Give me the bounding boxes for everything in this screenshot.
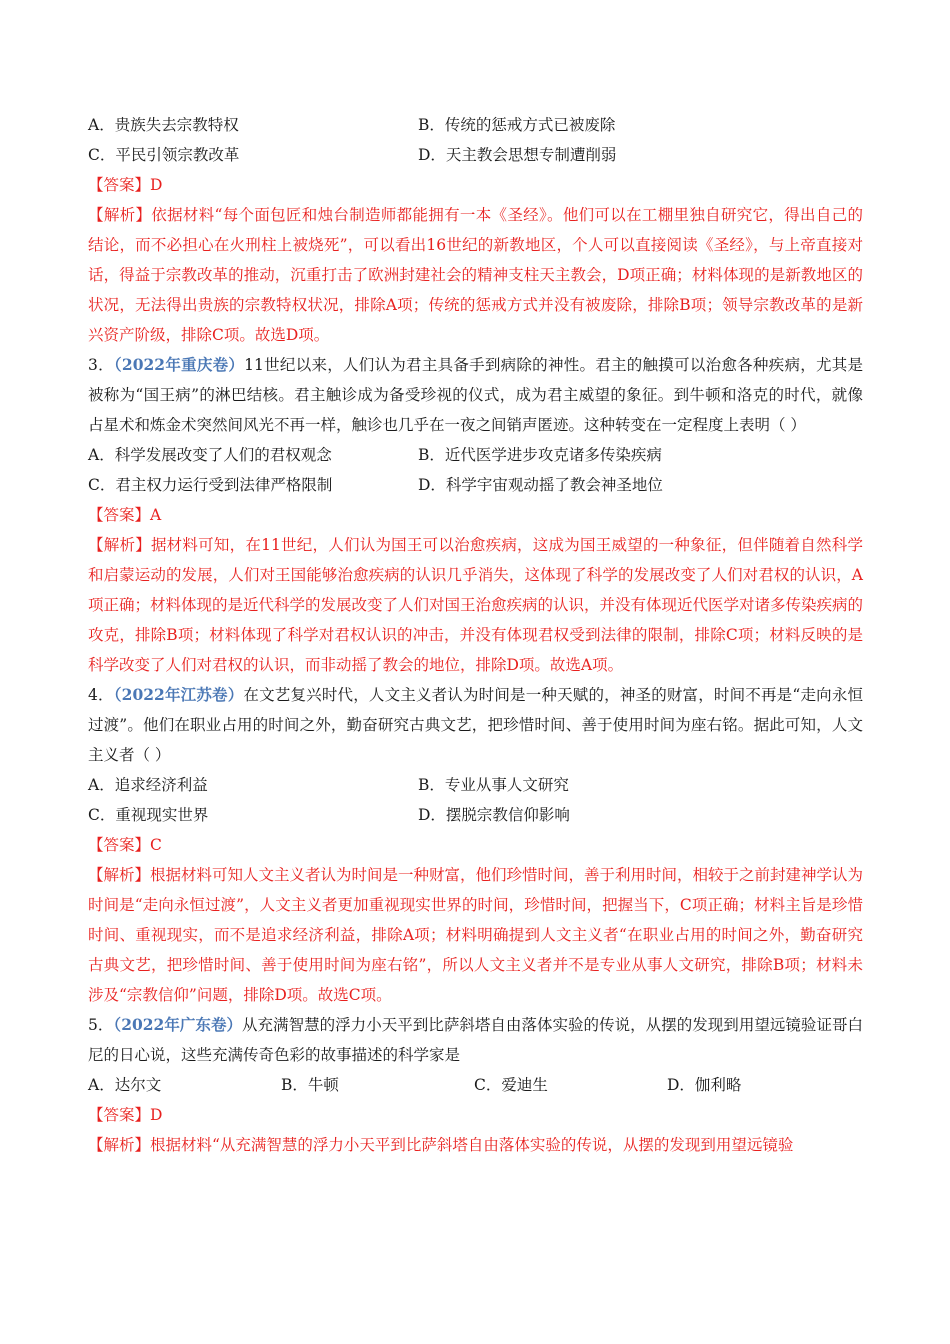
q5-option-d: D．伽利略: [667, 1076, 742, 1094]
q3-stem-block: [88, 350, 863, 440]
q3-option-b: B．近代医学进步攻克诸多传染疾病: [418, 446, 662, 464]
q5-answer: 【答案】D: [88, 1106, 163, 1124]
q5-source: （2022年广东卷）: [113, 1015, 242, 1034]
q2-answer: 【答案】D: [88, 176, 163, 194]
q4-source: （2022年江苏卷）: [113, 685, 244, 704]
page-content: [88, 110, 863, 1160]
q2-option-c: C．平民引领宗教改革: [88, 146, 240, 164]
q4-analysis: 【解析】根据材料可知人文主义者认为时间是一种财富，他们珍惜时间，善于利用时间，相较于之前封建神学认为时间是“走向永恒过渡”，人文主义者更加重视现实世界的时间，珍惜时间，把握当下，C项正确；材料主旨是珍惜时间、重视现实，而不是追求经济利益，排除A项；材料明确提到人文主义者“在职业占用的时间之外，勤奋研究古典文艺，把珍惜时间、善于使用时间为座右铭”，所以人文主义者并不是专业从事人文研究，排除B项；材料未涉及“宗教信仰”问题，排除D项。故选C项。: [88, 866, 864, 1004]
q3-option-c: C．君主权力运行受到法律严格限制: [88, 476, 333, 494]
q4-stem: 在文艺复兴时代，人文主义者认为时间是一种天赋的，神圣的财富，时间不再是“走向永恒过渡”。他们在职业占用的时间之外，勤奋研究古典文艺，把珍惜时间、善于使用时间为座右铭。据此可知，人文主义者（ ）: [88, 686, 863, 764]
q5-option-a: A．达尔文: [88, 1076, 162, 1094]
q5-options-row: [88, 1070, 863, 1100]
q4-options-row-1: [88, 770, 863, 800]
q3-answer: 【答案】A: [88, 506, 162, 524]
q4-stem-block: [88, 680, 863, 770]
q3-number: 3．: [88, 356, 114, 374]
q4-option-d: D．摆脱宗教信仰影响: [418, 806, 570, 824]
q4-option-b: B．专业从事人文研究: [418, 776, 569, 794]
q3-options-row-2: [88, 470, 863, 500]
q4-answer: 【答案】C: [88, 836, 162, 854]
q4-options-row-2: [88, 800, 863, 830]
q2-analysis: 【解析】依据材料“每个面包匠和烛台制造师都能拥有一本《圣经》。他们可以在工棚里独自研究它，得出自己的结论，而不必担心在火刑柱上被烧死”，可以看出16世纪的新教地区，个人可以直接阅读《圣经》，与上帝直接对话，得益于宗教改革的推动，沉重打击了欧洲封建社会的精神支柱天主教会，D项正确；材料体现的是新教地区的状况，无法得出贵族的宗教特权状况，排除A项；传统的惩戒方式并没有被废除，排除B项；领导宗教改革的是新兴资产阶级，排除C项。故选D项。: [88, 206, 863, 344]
q2-option-a: A．贵族失去宗教特权: [88, 116, 239, 134]
q4-option-a: A．追求经济利益: [88, 776, 208, 794]
q5-option-c: C．爱迪生: [474, 1076, 548, 1094]
q3-option-a: A．科学发展改变了人们的君权观念: [88, 446, 332, 464]
q3-option-d: D．科学宇宙观动摇了教会神圣地位: [418, 476, 663, 494]
q2-option-d: D．天主教会思想专制遭削弱: [418, 146, 617, 164]
q3-stem: 11世纪以来，人们认为君主具备手到病除的神性。君主的触摸可以治愈各种疾病，尤其是被称为“国王病”的淋巴结核。君主触诊成为备受珍视的仪式，成为君主威望的象征。到牛顿和洛克的时代，就像占星术和炼金术突然间风光不再一样，触诊也几乎在一夜之间销声匿迹。这种转变在一定程度上表明（ ）: [88, 356, 864, 434]
q3-options-row-1: [88, 440, 863, 470]
q4-option-c: C．重视现实世界: [88, 806, 209, 824]
q5-stem: 从充满智慧的浮力小天平到比萨斜塔自由落体实验的传说，从摆的发现到用望远镜验证哥白尼的日心说，这些充满传奇色彩的故事描述的科学家是: [88, 1016, 863, 1064]
q2-option-b: B．传统的惩戒方式已被废除: [418, 116, 616, 134]
q2-options-row-2: [88, 140, 863, 170]
q3-source: （2022年重庆卷）: [113, 355, 245, 374]
q2-options-row-1: [88, 110, 863, 140]
q5-number: 5．: [88, 1016, 114, 1034]
q5-analysis: 【解析】根据材料“从充满智慧的浮力小天平到比萨斜塔自由落体实验的传说，从摆的发现到用望远镜验: [88, 1136, 794, 1154]
q5-option-b: B．牛顿: [281, 1076, 339, 1094]
q4-number: 4．: [88, 686, 114, 704]
q5-stem-block: [88, 1010, 863, 1070]
q3-analysis: 【解析】据材料可知，在11世纪，人们认为国王可以治愈疾病，这成为国王威望的一种象征，但伴随着自然科学和启蒙运动的发展，人们对王国能够治愈疾病的认识几乎消失，这体现了科学的发展改变了人们对君权的认识，A项正确；材料体现的是近代科学的发展改变了人们对国王治愈疾病的认识，并没有体现近代医学对诸多传染疾病的攻克，排除B项；材料体现了科学对君权认识的冲击，并没有体现君权受到法律的限制，排除C项；材料反映的是科学改变了人们对君权的认识，而非动摇了教会的地位，排除D项。故选A项。: [88, 536, 864, 674]
